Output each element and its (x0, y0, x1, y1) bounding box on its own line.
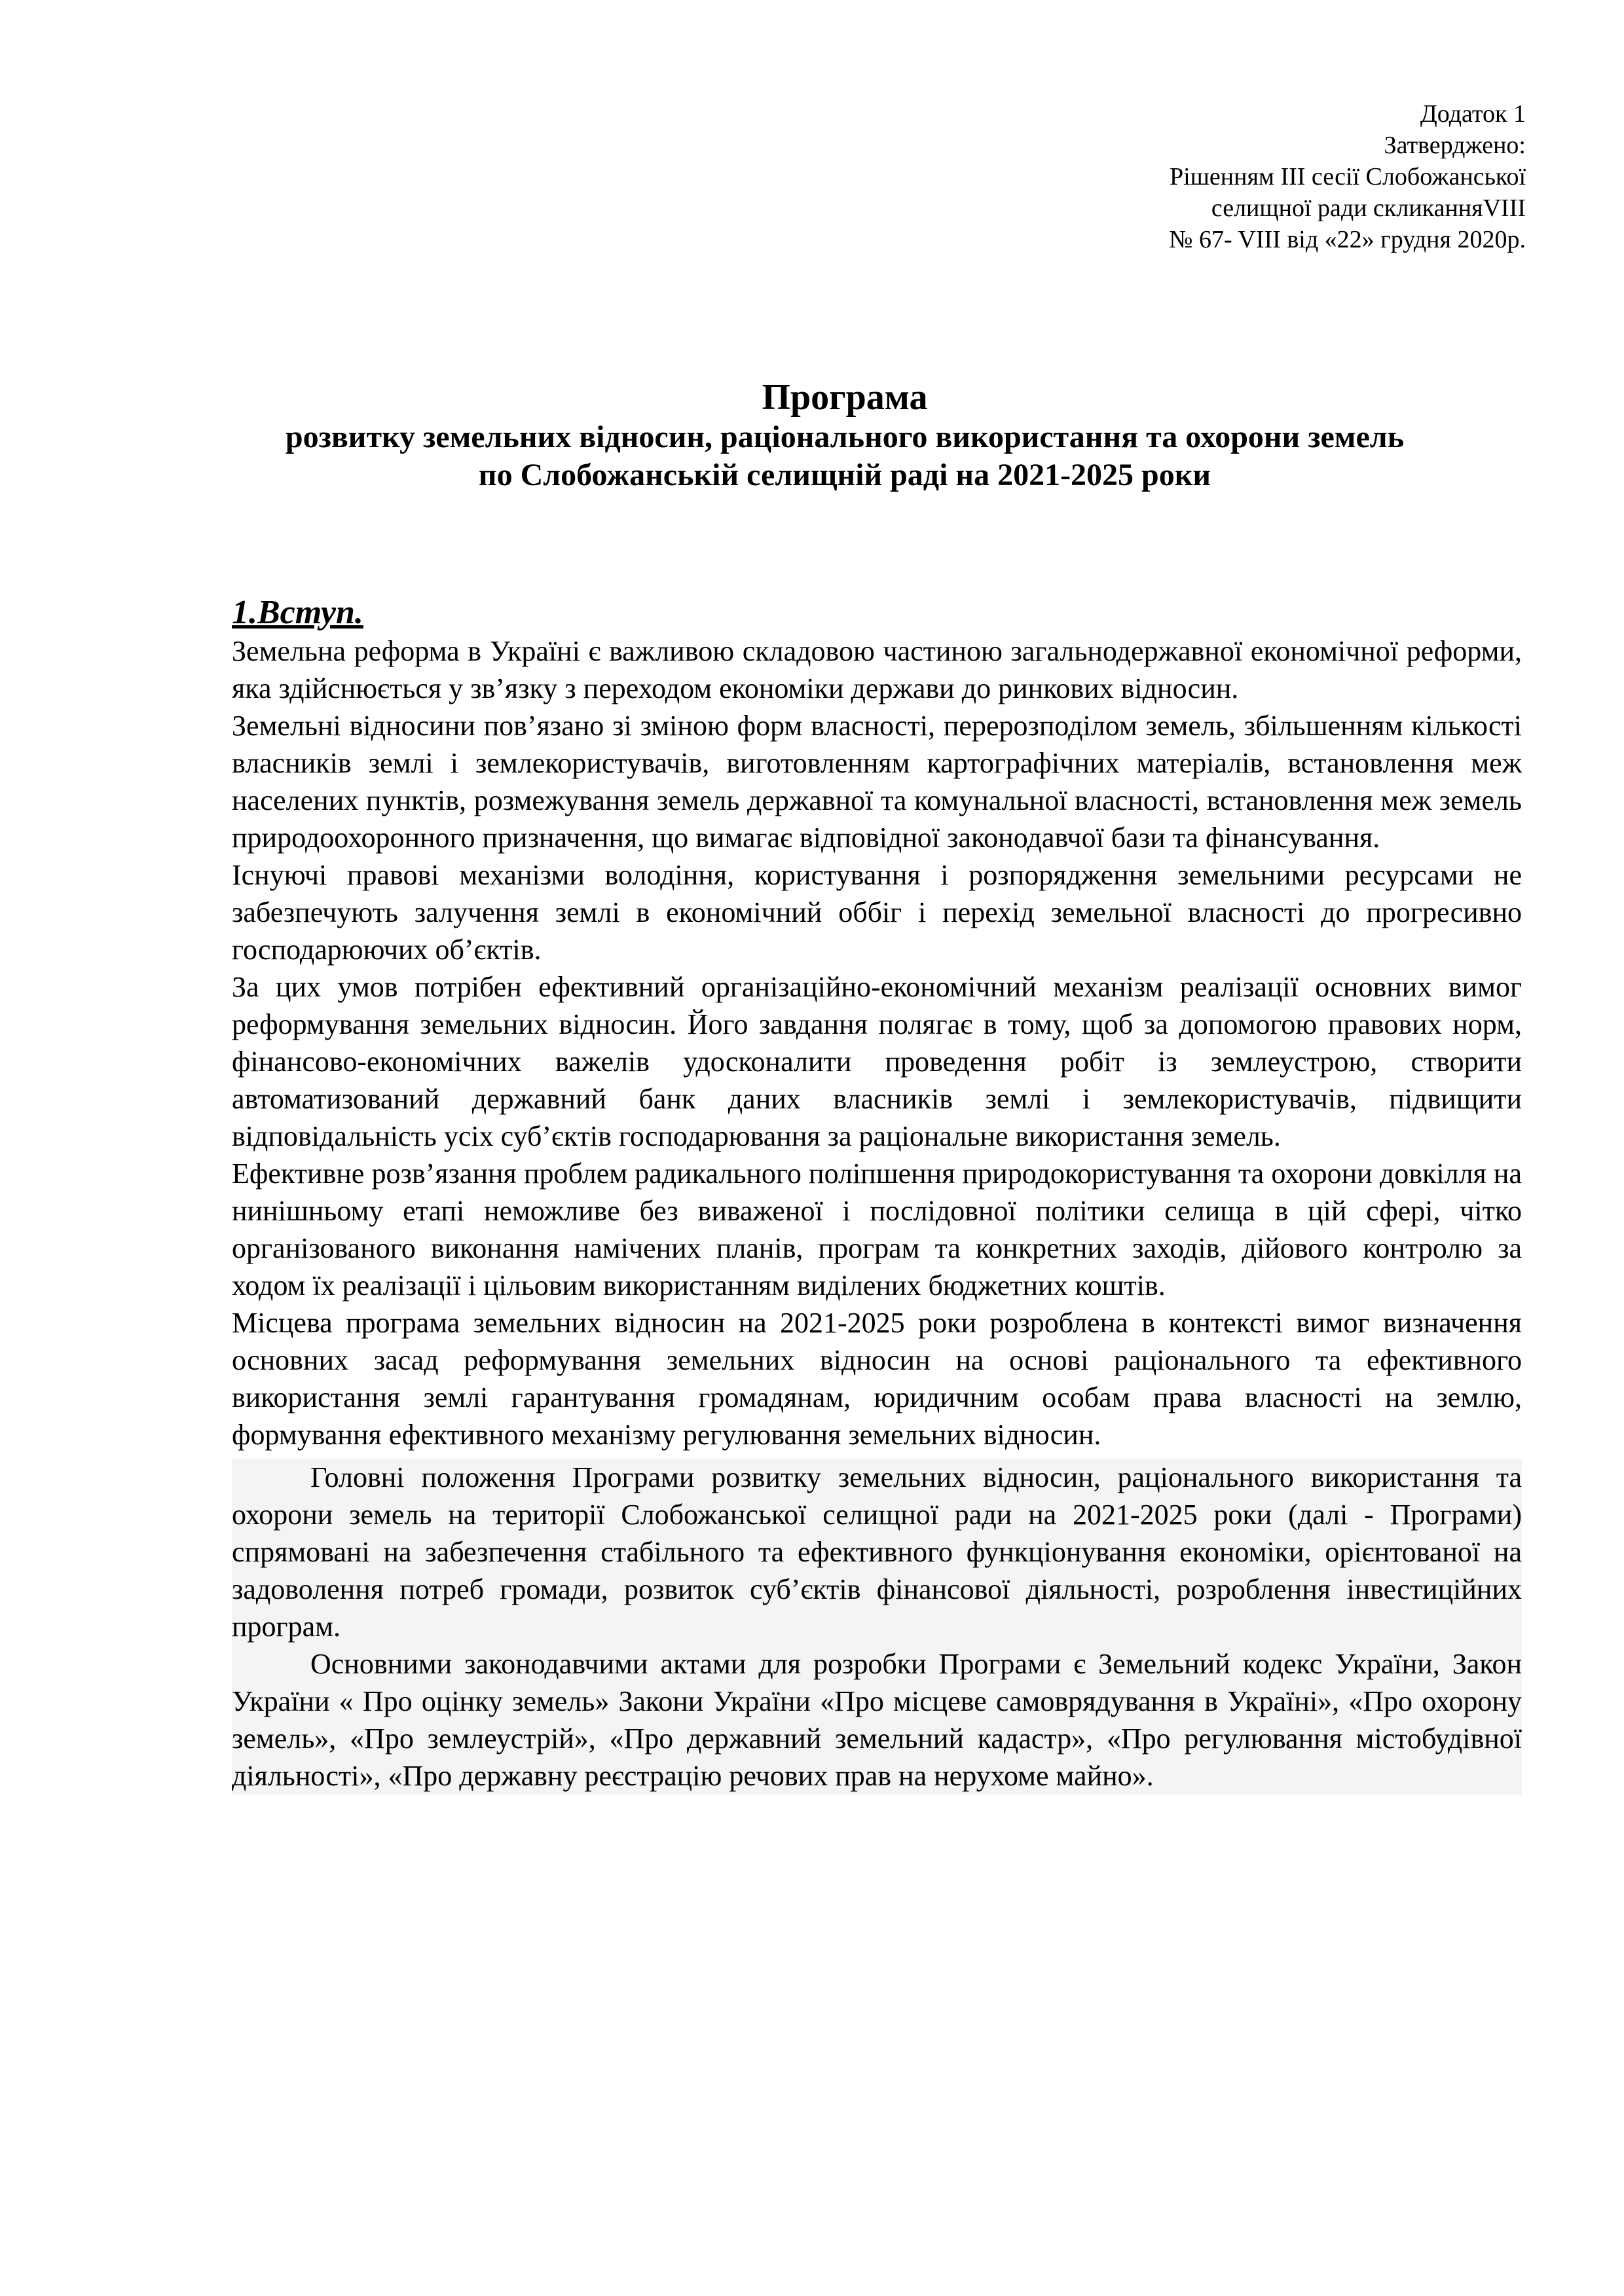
approval-line: Затверджено: (1384, 132, 1526, 159)
paragraph: Головні положення Програми розвитку земельних відносин, раціонального використання та охорони земель на території Слобожанської селищної ради на 2021-2025 роки (далі - Програми) спрямовані на забезпечення стабільного та ефективного функціонування економіки, орієнтованої на задоволення потреб громади, розвиток суб’єктів фінансової діяльності, розроблення інвестиційних програм. (232, 1461, 1522, 1643)
title-line-1: розвитку земельних відносин, раціонального використання та охорони земель (285, 420, 1405, 454)
paragraph: Земельна реформа в Україні є важливою складовою частиною загальнодержавної економічної реформи, яка здійснюється у зв’язку з переходом економіки держави до ринкових відносин. (232, 635, 1522, 704)
approval-stamp (1169, 98, 1526, 255)
approval-line: Додаток 1 (1420, 100, 1526, 128)
paragraph: Місцева програма земельних відносин на 2021-2025 роки розроблена в контексті вимог визначення основних засад реформування земельних відносин на основі раціонального та ефективного використання землі гарантування громадянам, юридичним особам права власності на землю, формування ефективного механізму регулювання земельних відносин. (232, 1307, 1522, 1451)
approval-line: селищної ради скликанняVIII (1211, 194, 1526, 222)
document-body (232, 593, 1522, 1795)
paragraph: За цих умов потрібен ефективний організаційно-економічний механізм реалізації основних вимог реформування земельних відносин. Його завдання полягає в тому, щоб за допомогою правових норм, фінансово-економічних важелів удосконалити проведення робіт із землеустрою, створити автоматизований державний банк даних власників землі і землекористувачів, підвищити відповідальність усіх суб’єктів господарювання за раціональне використання земель. (232, 971, 1522, 1152)
paragraph: Ефективне розв’язання проблем радикального поліпшення природокористування та охорони довкілля на нинішньому етапі неможливе без виваженої і послідовної політики селища в цій сфері, чітко організованого виконання намічених планів, програм та конкретних заходів, дійового контролю за ходом їх реалізації і цільовим використанням виділених бюджетних коштів. (232, 1157, 1522, 1302)
title-main: Програма (762, 377, 928, 418)
shaded-block (232, 1459, 1522, 1795)
paragraph: Основними законодавчими актами для розробки Програми є Земельний кодекс України, Закон України « Про оцінку земель» Закони України «Про місцеве самоврядування в Україні», «Про охорону земель», «Про землеустрій», «Про державний земельний кадастр», «Про регулювання містобудівної діяльності», «Про державну реєстрацію речових прав на нерухоме майно». (232, 1648, 1522, 1792)
paragraph: Земельні відносини пов’язано зі зміною форм власності, перерозподілом земель, збільшенням кількості власників землі і землекористувачів, виготовленням картографічних матеріалів, встановлення меж населених пунктів, розмежування земель державної та комунальної власності, встановлення меж земель природоохоронного призначення, що вимагає відповідної законодавчої бази та фінансування. (232, 710, 1522, 854)
section-heading: 1.Вступ. (232, 594, 363, 631)
approval-line: № 67- VIII від «22» грудня 2020р. (1169, 226, 1526, 253)
title-line-2: по Слобожанській селищній раді на 2021-2025 роки (478, 458, 1211, 492)
approval-line: Рішенням ІІІ сесії Слобожанської (1169, 163, 1526, 191)
paragraph: Існуючі правові механізми володіння, користування і розпорядження земельними ресурсами не забезпечують залучення землі в економічний оббіг і перехід земельної власності до прогресивно господарюючих об’єктів. (232, 859, 1522, 966)
document-title (196, 376, 1493, 494)
